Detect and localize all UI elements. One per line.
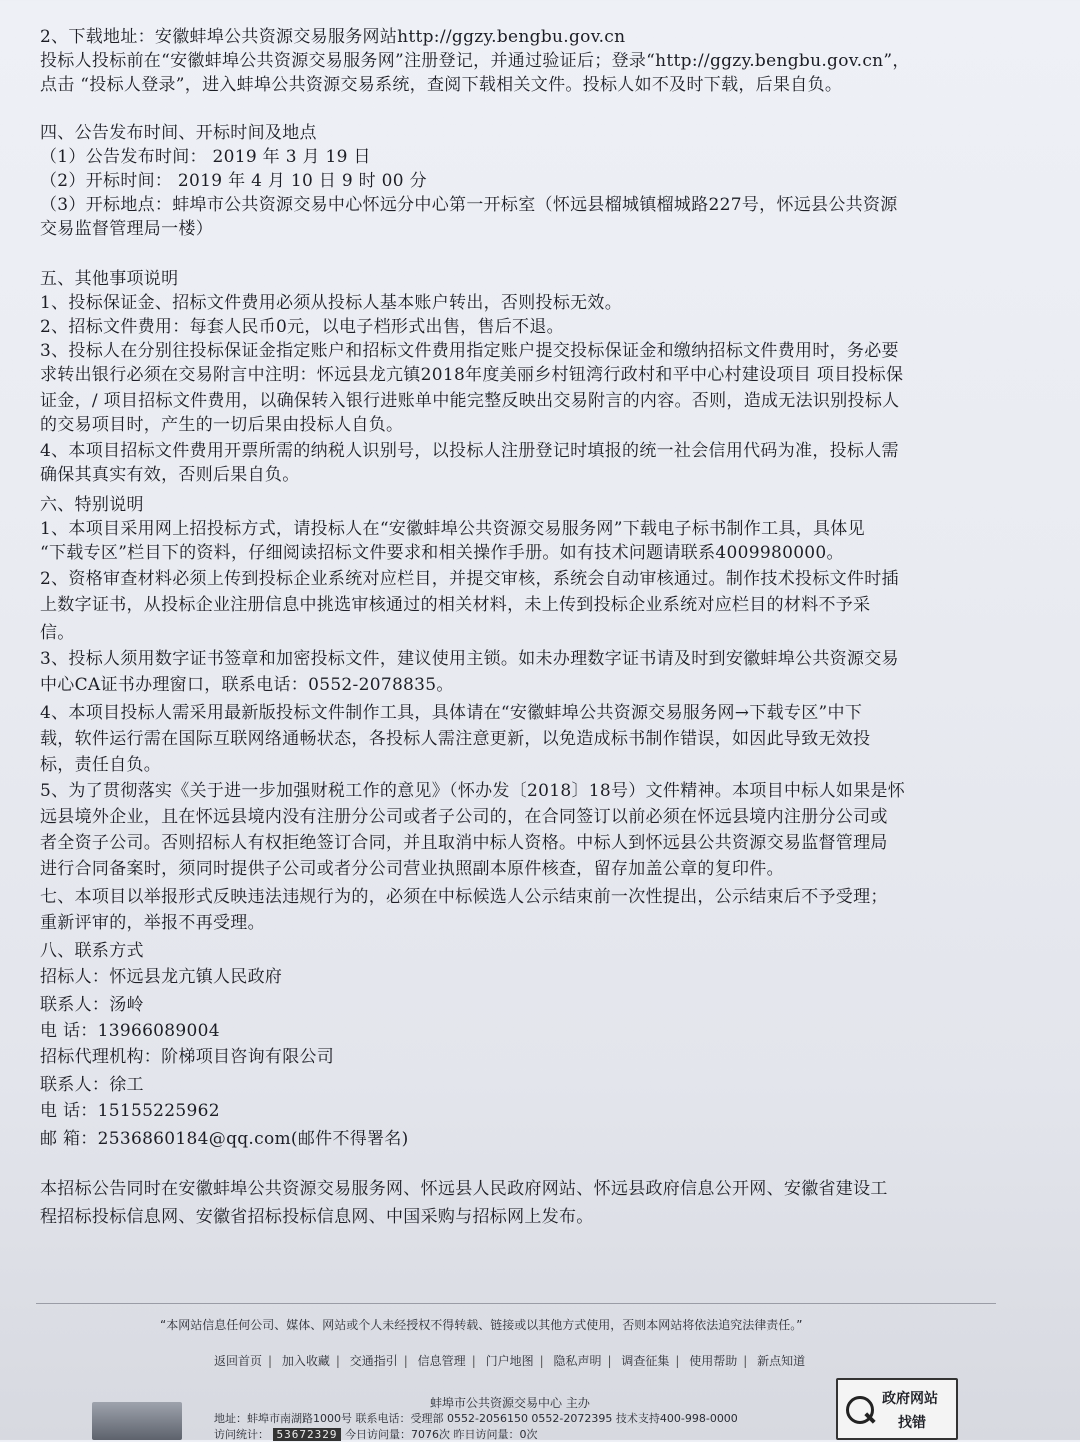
text-line: 投标人投标前在“安徽蚌埠公共资源交易服务网”注册登记，并通过验证后；登录“http://ggzy.bengbu.gov.cn”， [40,51,910,71]
text-line: （1）公告发布时间： 2019 年 3 月 19 日 [40,147,371,167]
text-line: 3、投标人须用数字证书签章和加密投标文件，建议使用主锁。如未办理数字证书请及时到安徽蚌埠公共资源交易 [40,649,899,669]
contact-line: 电 话：15155225962 [40,1101,220,1121]
text-line: 程招标投标信息网、安徽省招标投标信息网、中国采购与招标网上发布。 [40,1207,594,1227]
text-line: 远县境外企业，且在怀远县境内没有注册分公司或者子公司的，在合同签订以前必须在怀远县境内注册分公司或 [40,807,888,827]
text-line: 中心CA证书办理窗口，联系电话：0552-2078835。 [40,675,454,695]
nav-separator: | [268,1354,273,1368]
yesterday-visits: 昨日访问量：0次 [453,1428,538,1441]
nav-separator: | [539,1354,544,1368]
footer-nav [214,1352,805,1369]
text-line: 4、本项目招标文件费用开票所需的纳税人识别号，以投标人注册登记时填报的统一社会信用代码为准，投标人需 [40,441,899,461]
text-line: 标，责任自负。 [40,755,162,775]
footer-photo [92,1402,182,1440]
nav-separator: | [335,1354,340,1368]
section-heading: 四、公告发布时间、开标时间及地点 [40,123,317,143]
footer-link-knowledge[interactable]: 新点知道 [757,1354,806,1368]
footer-link-sitemap[interactable]: 门户地图 [485,1354,534,1368]
contact-line: 招标人：怀远县龙亢镇人民政府 [40,967,283,987]
contact-line: 联系人：徐工 [40,1075,144,1095]
text-line: 1、本项目采用网上招投标方式，请投标人在“安徽蚌埠公共资源交易服务网”下载电子标书制作工具，具体见 [40,519,865,539]
text-line: （3）开标地点：蚌埠市公共资源交易中心怀远分中心第一开标室（怀远县榴城镇榴城路227号，怀远县公共资源 [40,195,898,215]
footer-link-favorite[interactable]: 加入收藏 [281,1354,330,1368]
contact-line: 邮 箱：2536860184@qq.com(邮件不得署名) [40,1129,409,1149]
nav-separator: | [403,1354,408,1368]
section-heading: 五、其他事项说明 [40,269,179,289]
gov-site-error-badge[interactable] [836,1378,958,1440]
text-line: 重新评审的，举报不再受理。 [40,913,265,933]
contact-line: 联系人：汤岭 [40,995,144,1015]
text-line: 4、本项目投标人需采用最新版投标文件制作工具，具体请在“安徽蚌埠公共资源交易服务网→下载专区”中下 [40,703,863,723]
text-line: 信。 [40,623,75,643]
text-line: 5、为了贯彻落实《关于进一步加强财税工作的意见》（怀办发〔2018〕18号）文件精神。本项目中标人如果是怀 [40,781,906,801]
footer-disclaimer: “本网站信息任何公司、媒体、网站或个人未经授权不得转载、链接或以其他方式使用，否则本网站将依法追究法律责任。” [160,1318,803,1332]
text-line: 2、资格审查材料必须上传到投标企业系统对应栏目，并提交审核，系统会自动审核通过。制作技术投标文件时插 [40,569,899,589]
footer-link-privacy[interactable]: 隐私声明 [553,1354,602,1368]
footer-host: 蚌埠市公共资源交易中心 主办 [430,1396,590,1410]
contact-line: 招标代理机构：阶梯项目咨询有限公司 [40,1047,335,1067]
contact-line: 电 话：13966089004 [40,1021,220,1041]
badge-subtitle: 找错 [898,1415,926,1431]
text-line: 交易监督管理局一楼） [40,219,213,239]
text-line: 2、招标文件费用：每套人民币0元，以电子档形式出售，售后不退。 [40,317,564,337]
footer-link-home[interactable]: 返回首页 [214,1354,263,1368]
nav-separator: | [471,1354,476,1368]
footer-link-survey[interactable]: 调查征集 [621,1354,670,1368]
text-line: 者全资子公司。否则招标人有权拒绝签订合同，并且取消中标人资格。中标人到怀远县公共资源交易监督管理局 [40,833,888,853]
text-line: 2、下载地址：安徽蚌埠公共资源交易服务网站http://ggzy.bengbu.gov.cn [40,27,626,47]
section-heading: 六、特别说明 [40,495,144,515]
text-line: 上数字证书，从投标企业注册信息中挑选审核通过的相关材料，未上传到投标企业系统对应栏目的材料不予采 [40,595,871,615]
site-footer [0,1306,1080,1440]
text-line: 的交易项目时，产生的一切后果由投标人自负。 [40,415,404,435]
text-line: 进行合同备案时，须同时提供子公司或者分公司营业执照副本原件核查，留存加盖公章的复印件。 [40,859,784,879]
nav-separator: | [743,1354,748,1368]
text-line: 确保其真实有效，否则后果自负。 [40,465,300,485]
footer-divider [36,1303,996,1304]
nav-separator: | [607,1354,612,1368]
section-heading: 八、联系方式 [40,941,144,961]
visit-counter: 53672329 [273,1428,342,1441]
text-line: 1、投标保证金、招标文件费用必须从投标人基本账户转出，否则投标无效。 [40,293,623,313]
badge-title: 政府网站 [882,1391,938,1407]
text-line: 求转出银行必须在交易附言中注明：怀远县龙亢镇2018年度美丽乡村钮湾行政村和平中心村建设项目 项目投标保 [40,365,904,385]
text-line: 本招标公告同时在安徽蚌埠公共资源交易服务网、怀远县人民政府网站、怀远县政府信息公开网、安徽省建设工 [40,1179,888,1199]
text-line: 证金，/ 项目招标文件费用，以确保转入银行进账单中能完整反映出交易附言的内容。否则，造成无法识别投标人 [40,391,900,411]
text-line: 3、投标人在分别往投标保证金指定账户和招标文件费用指定账户提交投标保证金和缴纳招标文件费用时，务必要 [40,341,899,361]
nav-separator: | [675,1354,680,1368]
counter-label: 访问统计： [214,1428,269,1441]
footer-link-traffic[interactable]: 交通指引 [349,1354,398,1368]
text-line: “下载专区”栏目下的资料，仔细阅读招标文件要求和相关操作手册。如有技术问题请联系4009980000。 [40,543,844,563]
text-line: 七、本项目以举报形式反映违法违规行为的，必须在中标候选人公示结束前一次性提出，公示结束后不予受理； [40,887,888,907]
footer-address: 地址：蚌埠市南湖路1000号 联系电话：受理部 0552-2056150 0552-2072395 技术支持400-998-0000 [214,1412,738,1425]
text-line: 点击 “投标人登录”，进入蚌埠公共资源交易系统，查阅下载相关文件。投标人如不及时下载，后果自负。 [40,75,843,95]
footer-link-info-manage[interactable]: 信息管理 [417,1354,466,1368]
today-visits: 今日访问量：7076次 [344,1428,450,1441]
text-line: （2）开标时间： 2019 年 4 月 10 日 9 时 00 分 [40,171,427,191]
text-line: 载，软件运行需在国际互联网络通畅状态，各投标人需注意更新，以免造成标书制作错误，如因此导致无效投 [40,729,871,749]
footer-link-help[interactable]: 使用帮助 [689,1354,738,1368]
